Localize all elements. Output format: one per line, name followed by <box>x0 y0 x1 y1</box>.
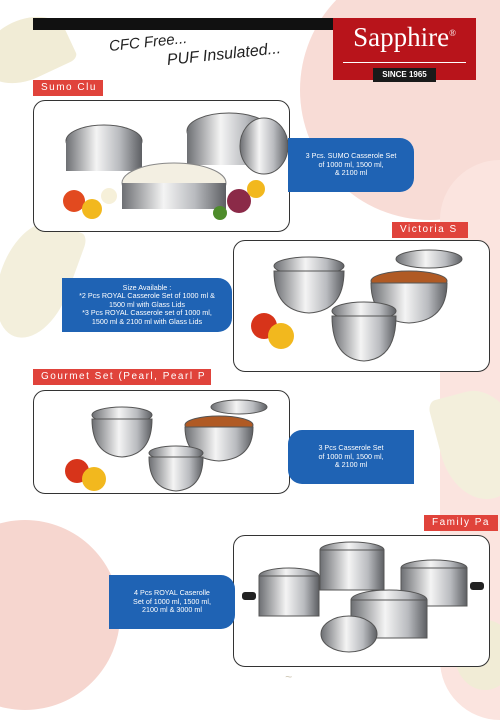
casserole-set-illustration <box>34 391 289 493</box>
casserole-set-illustration <box>234 241 489 371</box>
registered-mark: ® <box>449 28 456 38</box>
product-image-victoria <box>233 240 490 372</box>
logo-divider <box>343 62 466 63</box>
background-leaf-shape <box>427 382 500 509</box>
decorative-flourish: ~ <box>285 670 293 684</box>
casserole-set-illustration <box>234 536 489 666</box>
product-image-sumo <box>33 100 290 232</box>
tagline-line-1: CFC Free... <box>108 29 188 55</box>
description-sumo: 3 Pcs. SUMO Casserole Set of 1000 ml, 1500 ml, & 2100 ml <box>288 138 414 192</box>
tagline-line-2: PUF Insulated... <box>166 40 282 70</box>
description-gourmet: 3 Pcs Casserole Set of 1000 ml, 1500 ml, & 2100 ml <box>288 430 414 484</box>
section-heading-sumo: Sumo Clu <box>33 80 103 96</box>
casserole-set-illustration <box>34 101 289 231</box>
section-heading-gourmet: Gourmet Set (Pearl, Pearl P <box>33 369 211 385</box>
brand-name: Sapphire <box>353 22 450 52</box>
description-victoria: Size Available : *2 Pcs ROYAL Casserole Set of 1000 ml & 1500 ml with Glass Lids *3 Pcs ROYAL Casserole set of 1000 ml, 1500 ml & 2100 ml with Glass Lids <box>62 278 232 332</box>
product-image-family <box>233 535 490 667</box>
description-family: 4 Pcs ROYAL Caserolle Set of 1000 ml, 1500 ml, 2100 ml & 3000 ml <box>109 575 235 629</box>
brand-logo-text <box>333 22 476 53</box>
background-pink-shape <box>0 520 120 710</box>
product-image-gourmet <box>33 390 290 494</box>
section-heading-victoria: Victoria S <box>392 222 468 238</box>
brand-since-label: SINCE 1965 <box>373 68 436 82</box>
header-black-bar <box>33 18 333 30</box>
section-heading-family: Family Pa <box>424 515 498 531</box>
brand-logo <box>333 18 476 80</box>
